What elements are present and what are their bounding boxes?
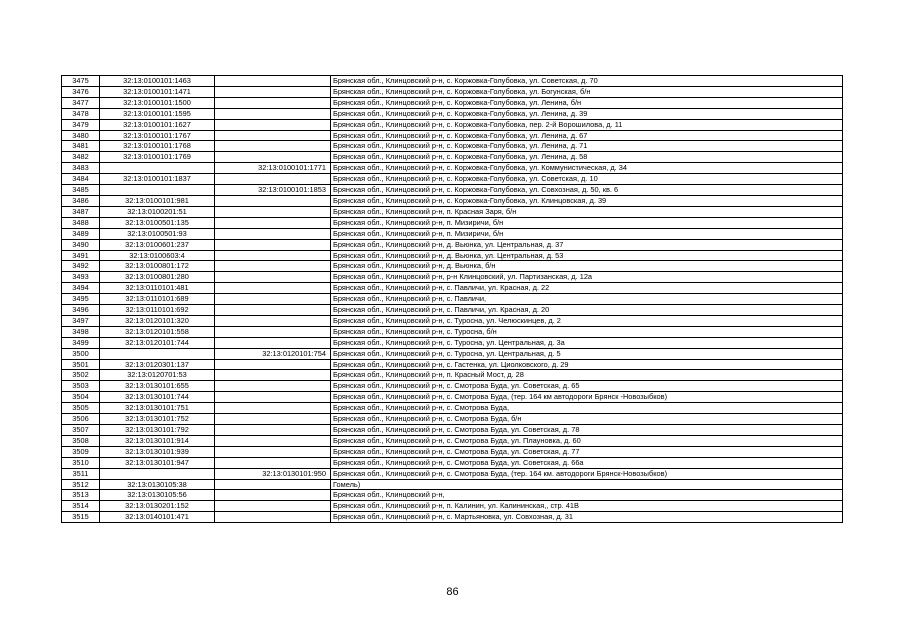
cadastral-number-cell: 32:13:0100101:1463 bbox=[100, 76, 215, 87]
table-row bbox=[62, 108, 843, 119]
table-row bbox=[62, 195, 843, 206]
cadastral-number-cell: 32:13:0100101:1471 bbox=[100, 86, 215, 97]
cadastral-number-cell: 32:13:0100101:1595 bbox=[100, 108, 215, 119]
cadastral-number-alt-cell: 32:13:0100101:1853 bbox=[215, 185, 331, 196]
row-number-cell: 3483 bbox=[62, 163, 100, 174]
cadastral-number-cell: 32:13:0130101:947 bbox=[100, 457, 215, 468]
cadastral-number-cell: 32:13:0100603:4 bbox=[100, 250, 215, 261]
table-row bbox=[62, 163, 843, 174]
table-row bbox=[62, 435, 843, 446]
row-number-cell: 3484 bbox=[62, 174, 100, 185]
address-cell: Брянская обл., Клинцовский р-н, с. Коржовка-Голубовка, ул. Клинцовская, д. 39 bbox=[331, 195, 843, 206]
address-cell: Брянская обл., Клинцовский р-н, п. Калинин, ул. Калининская,, стр. 41В bbox=[331, 501, 843, 512]
address-cell: Гомель) bbox=[331, 479, 843, 490]
row-number-cell: 3489 bbox=[62, 228, 100, 239]
cadastral-number-alt-cell bbox=[215, 250, 331, 261]
cadastral-number-alt-cell bbox=[215, 381, 331, 392]
cadastral-number-cell: 32:13:0100101:1767 bbox=[100, 130, 215, 141]
row-number-cell: 3487 bbox=[62, 206, 100, 217]
row-number-cell: 3501 bbox=[62, 359, 100, 370]
address-cell: Брянская обл., Клинцовский р-н, р-н Клинцовский, ул. Партизанская, д. 12а bbox=[331, 272, 843, 283]
address-cell: Брянская обл., Клинцовский р-н, п. Мизиричи, б/н bbox=[331, 217, 843, 228]
cadastral-number-alt-cell bbox=[215, 425, 331, 436]
row-number-cell: 3503 bbox=[62, 381, 100, 392]
row-number-cell: 3515 bbox=[62, 512, 100, 523]
cadastral-number-cell: 32:13:0130101:744 bbox=[100, 392, 215, 403]
address-cell: Брянская обл., Клинцовский р-н, д. Вьюнка, ул. Центральная, д. 53 bbox=[331, 250, 843, 261]
address-cell: Брянская обл., Клинцовский р-н, с. Коржовка-Голубовка, пер. 2-й Ворошилова, д. 11 bbox=[331, 119, 843, 130]
address-cell: Брянская обл., Клинцовский р-н, с. Смотрова Буда, bbox=[331, 403, 843, 414]
row-number-cell: 3490 bbox=[62, 239, 100, 250]
address-cell: Брянская обл., Клинцовский р-н, с. Павличи, bbox=[331, 294, 843, 305]
cadastral-number-alt-cell bbox=[215, 315, 331, 326]
cadastral-number-cell: 32:13:0100101:1769 bbox=[100, 152, 215, 163]
address-cell: Брянская обл., Клинцовский р-н, с. Смотрова Буда, ул. Советская, д. 78 bbox=[331, 425, 843, 436]
cadastral-number-cell: 32:13:0120101:744 bbox=[100, 337, 215, 348]
cadastral-number-cell: 32:13:0130101:939 bbox=[100, 446, 215, 457]
address-cell: Брянская обл., Клинцовский р-н, с. Гастенка, ул. Циолковского, д. 29 bbox=[331, 359, 843, 370]
cadastral-number-cell: 32:13:0130101:792 bbox=[100, 425, 215, 436]
cadastral-number-cell: 32:13:0100601:237 bbox=[100, 239, 215, 250]
address-cell: Брянская обл., Клинцовский р-н, с. Коржовка-Голубовка, ул. Ленина, д. 39 bbox=[331, 108, 843, 119]
cadastral-number-alt-cell bbox=[215, 490, 331, 501]
address-cell: Брянская обл., Клинцовский р-н, д. Вьюнка, б/н bbox=[331, 261, 843, 272]
row-number-cell: 3512 bbox=[62, 479, 100, 490]
table-row bbox=[62, 97, 843, 108]
table-row bbox=[62, 174, 843, 185]
address-cell: Брянская обл., Клинцовский р-н, д. Вьюнка, ул. Центральная, д. 37 bbox=[331, 239, 843, 250]
address-cell: Брянская обл., Клинцовский р-н, с. Коржовка-Голубовка, ул. Советская, д. 10 bbox=[331, 174, 843, 185]
table-row bbox=[62, 381, 843, 392]
address-cell: Брянская обл., Клинцовский р-н, с. Смотрова Буда, ул. Советская, д. 77 bbox=[331, 446, 843, 457]
cadastral-number-alt-cell: 32:13:0120101:754 bbox=[215, 348, 331, 359]
row-number-cell: 3498 bbox=[62, 326, 100, 337]
cadastral-number-cell bbox=[100, 348, 215, 359]
cadastral-number-alt-cell bbox=[215, 501, 331, 512]
table-row bbox=[62, 283, 843, 294]
table-row bbox=[62, 152, 843, 163]
row-number-cell: 3479 bbox=[62, 119, 100, 130]
table-row bbox=[62, 119, 843, 130]
cadastral-number-alt-cell bbox=[215, 97, 331, 108]
address-cell: Брянская обл., Клинцовский р-н, с. Павличи, ул. Красная, д. 22 bbox=[331, 283, 843, 294]
register-table bbox=[61, 75, 843, 523]
cadastral-number-alt-cell bbox=[215, 479, 331, 490]
cadastral-number-cell: 32:13:0100801:172 bbox=[100, 261, 215, 272]
cadastral-number-cell: 32:13:0100101:1627 bbox=[100, 119, 215, 130]
row-number-cell: 3475 bbox=[62, 76, 100, 87]
row-number-cell: 3494 bbox=[62, 283, 100, 294]
address-cell: Брянская обл., Клинцовский р-н, п. Мизиричи, б/н bbox=[331, 228, 843, 239]
cadastral-number-alt-cell bbox=[215, 337, 331, 348]
table-row bbox=[62, 239, 843, 250]
cadastral-number-alt-cell bbox=[215, 446, 331, 457]
cadastral-number-alt-cell bbox=[215, 130, 331, 141]
address-cell: Брянская обл., Клинцовский р-н, п. Красный Мост, д. 28 bbox=[331, 370, 843, 381]
row-number-cell: 3491 bbox=[62, 250, 100, 261]
cadastral-number-alt-cell bbox=[215, 294, 331, 305]
cadastral-number-cell: 32:13:0120101:320 bbox=[100, 315, 215, 326]
address-cell: Брянская обл., Клинцовский р-н, с. Туросна, ул. Челюскинцев, д. 2 bbox=[331, 315, 843, 326]
cadastral-number-cell: 32:13:0100501:135 bbox=[100, 217, 215, 228]
cadastral-number-alt-cell bbox=[215, 141, 331, 152]
address-cell: Брянская обл., Клинцовский р-н, с. Туросна, ул. Центральная, д. 5 bbox=[331, 348, 843, 359]
cadastral-number-cell: 32:13:0120101:558 bbox=[100, 326, 215, 337]
address-cell: Брянская обл., Клинцовский р-н, с. Коржовка-Голубовка, ул. Ленина, д. 71 bbox=[331, 141, 843, 152]
cadastral-number-cell: 32:13:0110101:481 bbox=[100, 283, 215, 294]
row-number-cell: 3500 bbox=[62, 348, 100, 359]
cadastral-number-alt-cell bbox=[215, 217, 331, 228]
table-row bbox=[62, 337, 843, 348]
row-number-cell: 3476 bbox=[62, 86, 100, 97]
register-table-body bbox=[62, 76, 843, 523]
table-row bbox=[62, 479, 843, 490]
table-row bbox=[62, 490, 843, 501]
table-row bbox=[62, 206, 843, 217]
cadastral-number-alt-cell bbox=[215, 392, 331, 403]
cadastral-number-alt-cell bbox=[215, 228, 331, 239]
row-number-cell: 3510 bbox=[62, 457, 100, 468]
address-cell: Брянская обл., Клинцовский р-н, с. Смотрова Буда, (тер. 164 км автодороги Брянск -Новозыбков) bbox=[331, 392, 843, 403]
address-cell: Брянская обл., Клинцовский р-н, с. Туросна, ул. Центральная, д. 3а bbox=[331, 337, 843, 348]
cadastral-number-alt-cell bbox=[215, 239, 331, 250]
cadastral-number-alt-cell bbox=[215, 305, 331, 316]
page-number: 86 bbox=[446, 586, 459, 598]
row-number-cell: 3493 bbox=[62, 272, 100, 283]
address-cell: Брянская обл., Клинцовский р-н, с. Коржовка-Голубовка, ул. Ленина, д. 67 bbox=[331, 130, 843, 141]
cadastral-number-cell: 32:13:0130101:655 bbox=[100, 381, 215, 392]
cadastral-number-alt-cell bbox=[215, 435, 331, 446]
table-row bbox=[62, 457, 843, 468]
cadastral-number-alt-cell bbox=[215, 174, 331, 185]
table-row bbox=[62, 86, 843, 97]
table-row bbox=[62, 446, 843, 457]
address-cell: Брянская обл., Клинцовский р-н, с. Смотрова Буда, ул. Советская, д. 65 bbox=[331, 381, 843, 392]
table-row bbox=[62, 414, 843, 425]
cadastral-number-cell bbox=[100, 468, 215, 479]
cadastral-number-alt-cell bbox=[215, 457, 331, 468]
table-row bbox=[62, 294, 843, 305]
cadastral-number-alt-cell bbox=[215, 76, 331, 87]
row-number-cell: 3506 bbox=[62, 414, 100, 425]
row-number-cell: 3504 bbox=[62, 392, 100, 403]
address-cell: Брянская обл., Клинцовский р-н, с. Павличи, ул. Красная, д. 20 bbox=[331, 305, 843, 316]
table-row bbox=[62, 261, 843, 272]
cadastral-number-cell bbox=[100, 163, 215, 174]
table-row bbox=[62, 425, 843, 436]
row-number-cell: 3485 bbox=[62, 185, 100, 196]
table-row bbox=[62, 141, 843, 152]
row-number-cell: 3480 bbox=[62, 130, 100, 141]
address-cell: Брянская обл., Клинцовский р-н, с. Мартьяновка, ул. Совхозная, д. 31 bbox=[331, 512, 843, 523]
cadastral-number-cell: 32:13:0140101:471 bbox=[100, 512, 215, 523]
cadastral-number-cell: 32:13:0130105:56 bbox=[100, 490, 215, 501]
address-cell: Брянская обл., Клинцовский р-н, с. Смотрова Буда, ул. Советская, д. 66а bbox=[331, 457, 843, 468]
address-cell: Брянская обл., Клинцовский р-н, с. Коржовка-Голубовка, ул. Совхозная, д. 50, кв. 6 bbox=[331, 185, 843, 196]
row-number-cell: 3499 bbox=[62, 337, 100, 348]
cadastral-number-alt-cell bbox=[215, 512, 331, 523]
table-row bbox=[62, 250, 843, 261]
table-row bbox=[62, 130, 843, 141]
cadastral-number-cell: 32:13:0120701:53 bbox=[100, 370, 215, 381]
row-number-cell: 3502 bbox=[62, 370, 100, 381]
row-number-cell: 3477 bbox=[62, 97, 100, 108]
cadastral-number-cell: 32:13:0130101:752 bbox=[100, 414, 215, 425]
table-row bbox=[62, 348, 843, 359]
row-number-cell: 3513 bbox=[62, 490, 100, 501]
table-row bbox=[62, 305, 843, 316]
row-number-cell: 3478 bbox=[62, 108, 100, 119]
row-number-cell: 3497 bbox=[62, 315, 100, 326]
address-cell: Брянская обл., Клинцовский р-н, с. Смотрова Буда, ул. Плауновка, д. 60 bbox=[331, 435, 843, 446]
address-cell: Брянская обл., Клинцовский р-н, п. Красная Заря, б/н bbox=[331, 206, 843, 217]
address-cell: Брянская обл., Клинцовский р-н, с. Коржовка-Голубовка, ул. Советская, д. 70 bbox=[331, 76, 843, 87]
cadastral-number-cell: 32:13:0130101:751 bbox=[100, 403, 215, 414]
table-row bbox=[62, 76, 843, 87]
cadastral-number-alt-cell bbox=[215, 108, 331, 119]
cadastral-number-alt-cell bbox=[215, 414, 331, 425]
cadastral-number-alt-cell bbox=[215, 152, 331, 163]
row-number-cell: 3507 bbox=[62, 425, 100, 436]
table-row bbox=[62, 468, 843, 479]
cadastral-number-cell: 32:13:0100101:1837 bbox=[100, 174, 215, 185]
table-row bbox=[62, 370, 843, 381]
cadastral-number-cell: 32:13:0130105:38 bbox=[100, 479, 215, 490]
table-row bbox=[62, 217, 843, 228]
table-row bbox=[62, 512, 843, 523]
cadastral-number-cell: 32:13:0100801:280 bbox=[100, 272, 215, 283]
address-cell: Брянская обл., Клинцовский р-н, с. Туросна, б/н bbox=[331, 326, 843, 337]
address-cell: Брянская обл., Клинцовский р-н, bbox=[331, 490, 843, 501]
cadastral-number-alt-cell bbox=[215, 283, 331, 294]
cadastral-number-alt-cell bbox=[215, 119, 331, 130]
row-number-cell: 3509 bbox=[62, 446, 100, 457]
cadastral-number-alt-cell bbox=[215, 86, 331, 97]
cadastral-number-cell: 32:13:0100501:93 bbox=[100, 228, 215, 239]
cadastral-number-alt-cell bbox=[215, 326, 331, 337]
cadastral-number-alt-cell bbox=[215, 195, 331, 206]
row-number-cell: 3505 bbox=[62, 403, 100, 414]
cadastral-number-alt-cell bbox=[215, 206, 331, 217]
cadastral-number-alt-cell bbox=[215, 370, 331, 381]
cadastral-number-cell: 32:13:0130101:914 bbox=[100, 435, 215, 446]
cadastral-number-cell: 32:13:0100101:1500 bbox=[100, 97, 215, 108]
row-number-cell: 3496 bbox=[62, 305, 100, 316]
table-row bbox=[62, 185, 843, 196]
row-number-cell: 3511 bbox=[62, 468, 100, 479]
row-number-cell: 3514 bbox=[62, 501, 100, 512]
cadastral-number-alt-cell bbox=[215, 359, 331, 370]
address-cell: Брянская обл., Клинцовский р-н, с. Коржовка-Голубовка, ул. Ленина, д. 58 bbox=[331, 152, 843, 163]
address-cell: Брянская обл., Клинцовский р-н, с. Смотрова Буда, (тер. 164 км. автодороги Брянск-Новозыбков) bbox=[331, 468, 843, 479]
address-cell: Брянская обл., Клинцовский р-н, с. Коржовка-Голубовка, ул. Ленина, б/н bbox=[331, 97, 843, 108]
row-number-cell: 3508 bbox=[62, 435, 100, 446]
cadastral-number-cell: 32:13:0130201:152 bbox=[100, 501, 215, 512]
cadastral-number-alt-cell bbox=[215, 272, 331, 283]
cadastral-number-alt-cell: 32:13:0100101:1771 bbox=[215, 163, 331, 174]
cadastral-number-cell: 32:13:0120301:137 bbox=[100, 359, 215, 370]
table-row bbox=[62, 326, 843, 337]
cadastral-number-cell: 32:13:0100201:51 bbox=[100, 206, 215, 217]
row-number-cell: 3495 bbox=[62, 294, 100, 305]
table-row bbox=[62, 315, 843, 326]
address-cell: Брянская обл., Клинцовский р-н, с. Смотрова Буда, б/н bbox=[331, 414, 843, 425]
table-row bbox=[62, 403, 843, 414]
row-number-cell: 3482 bbox=[62, 152, 100, 163]
cadastral-number-alt-cell bbox=[215, 403, 331, 414]
table-row bbox=[62, 501, 843, 512]
address-cell: Брянская обл., Клинцовский р-н, с. Коржовка-Голубовка, ул. Богунская, б/н bbox=[331, 86, 843, 97]
cadastral-number-cell: 32:13:0100101:1768 bbox=[100, 141, 215, 152]
cadastral-number-alt-cell bbox=[215, 261, 331, 272]
cadastral-number-cell bbox=[100, 185, 215, 196]
row-number-cell: 3488 bbox=[62, 217, 100, 228]
cadastral-number-cell: 32:13:0100101:981 bbox=[100, 195, 215, 206]
table-row bbox=[62, 359, 843, 370]
table-row bbox=[62, 228, 843, 239]
row-number-cell: 3486 bbox=[62, 195, 100, 206]
cadastral-number-cell: 32:13:0110101:692 bbox=[100, 305, 215, 316]
row-number-cell: 3481 bbox=[62, 141, 100, 152]
cadastral-number-cell: 32:13:0110101:689 bbox=[100, 294, 215, 305]
cadastral-number-alt-cell: 32:13:0130101:950 bbox=[215, 468, 331, 479]
table-row bbox=[62, 392, 843, 403]
row-number-cell: 3492 bbox=[62, 261, 100, 272]
address-cell: Брянская обл., Клинцовский р-н, с. Коржовка-Голубовка, ул. Коммунистическая, д. 34 bbox=[331, 163, 843, 174]
table-row bbox=[62, 272, 843, 283]
